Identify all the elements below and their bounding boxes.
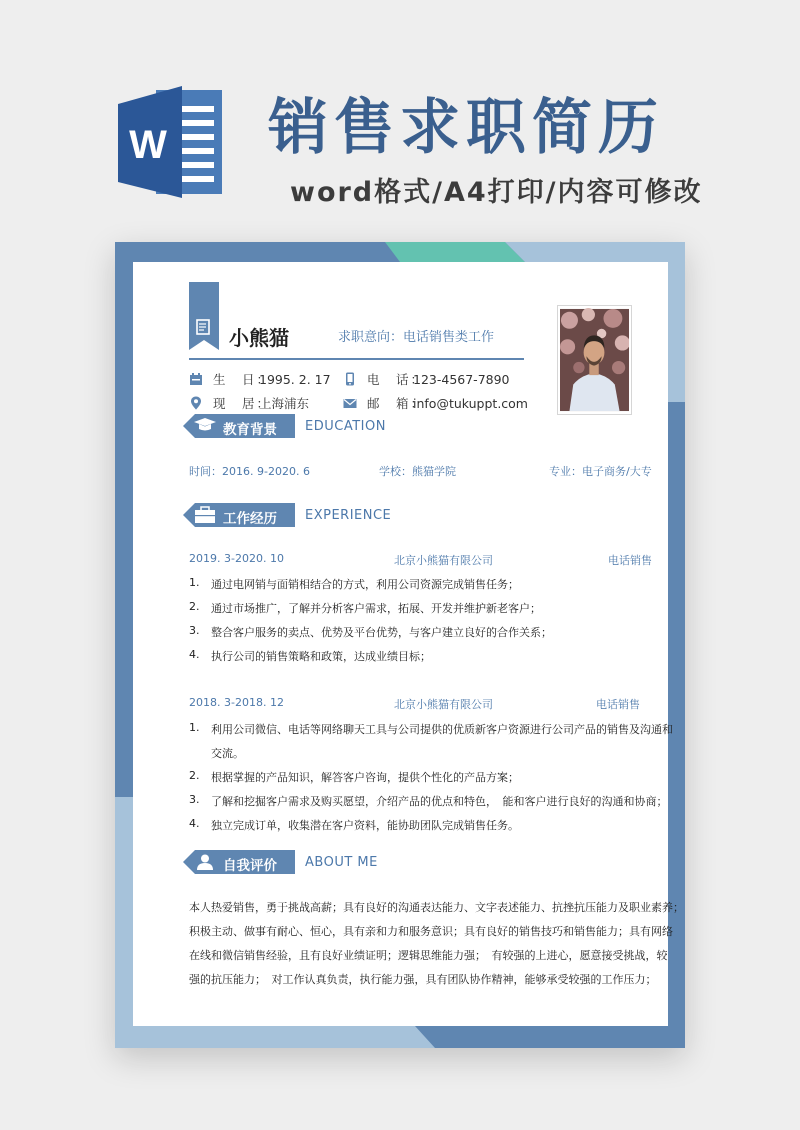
job-item: 利用公司微信、电话等网络聊天工具与公司提供的优质新客户资源进行公司产品的销售及沟通和 [211, 723, 673, 736]
job-item: 根据掌握的产品知识，解答客户咨询，提供个性化的产品方案； [211, 771, 519, 784]
education-school: 学校：熊猫学院 [379, 465, 456, 478]
job-item: 了解和挖掘客户需求及购买愿望，介绍产品的优点和特色， 能和客户进行良好的沟通和协商； [211, 795, 668, 808]
page-title: 销售求职简历 [268, 93, 664, 163]
info-label: 现 居： [213, 396, 272, 411]
info-phone [343, 370, 510, 388]
list-number: 3. [189, 793, 200, 806]
job-item: 通过市场推广，了解并分析客户需求，拓展、开发并维护新老客户； [211, 602, 541, 615]
calendar-icon [189, 372, 203, 386]
word-file-icon [118, 86, 228, 198]
resume-content [133, 262, 684, 1026]
list-number: 4. [189, 817, 200, 830]
list-number: 3. [189, 624, 200, 637]
about-line: 在线和微信销售经验，且有良好业绩证明；逻辑思维能力强； 有较强的上进心，愿意接受挑战，较 [189, 949, 668, 962]
about-line: 本人热爱销售，勇于挑战高薪；具有良好的沟通表达能力、文字表述能力、抗挫抗压能力及职业素养； [189, 901, 684, 914]
experience-title: 工作经历 [223, 511, 277, 527]
list-number: 1. [189, 576, 200, 589]
candidate-name: 小熊猫 [229, 326, 289, 350]
experience-en-title: EXPERIENCE [305, 508, 392, 523]
info-value: 上海浦东 [259, 396, 310, 411]
profile-photo [558, 306, 631, 414]
job-target: 求职意向：电话销售类工作 [338, 330, 495, 345]
info-value: 123-4567-7890 [413, 371, 510, 387]
about-line: 积极主动、做事有耐心、恒心，具有亲和力和服务意识；具有良好的销售技巧和销售能力；具有网络 [189, 925, 673, 938]
location-icon [189, 396, 203, 410]
job-position: 电话销售 [596, 698, 640, 711]
about-en-title: ABOUT ME [305, 855, 378, 870]
education-major: 专业：电子商务/大专 [549, 465, 652, 478]
job-company: 北京小熊猫有限公司 [394, 554, 493, 567]
name-bookmark-tab [189, 282, 219, 350]
mail-icon [343, 396, 357, 410]
job-item: 整合客户服务的卖点、优势及平台优势，与客户建立良好的合作关系； [211, 626, 552, 639]
info-email [343, 394, 528, 412]
list-number: 2. [189, 600, 200, 613]
education-title: 教育背景 [223, 422, 277, 438]
word-icon-letter: W [129, 123, 167, 167]
briefcase-icon [195, 510, 215, 523]
name-divider [189, 358, 524, 360]
about-line: 强的抗压能力； 对工作认真负责，执行能力强，具有团队协作精神，能够承受较强的工作压力； [189, 973, 657, 986]
education-time: 时间：2016. 9-2020. 6 [189, 465, 310, 478]
job-item-continued: 交流。 [211, 747, 244, 760]
info-birthday [189, 370, 331, 388]
info-label: 生 日： [213, 372, 272, 387]
info-value: 1995. 2. 17 [259, 371, 331, 387]
list-number: 1. [189, 721, 200, 734]
person-icon [201, 855, 209, 863]
job-period: 2018. 3-2018. 12 [189, 696, 284, 709]
job-item: 通过电网销与面销相结合的方式，利用公司资源完成销售任务； [211, 578, 519, 591]
info-residence [189, 394, 309, 412]
job-item: 独立完成订单，收集潜在客户资料，能协助团队完成销售任务。 [211, 819, 519, 832]
job-position: 电话销售 [608, 554, 652, 567]
list-number: 4. [189, 648, 200, 661]
job-item: 执行公司的销售策略和政策，达成业绩目标； [211, 650, 431, 663]
page-subtitle: word格式/A4打印/内容可修改 [290, 177, 703, 208]
info-label: 电 话： [367, 372, 426, 387]
about-title: 自我评价 [223, 858, 277, 874]
job-company: 北京小熊猫有限公司 [394, 698, 493, 711]
job-period: 2019. 3-2020. 10 [189, 552, 284, 565]
education-en-title: EDUCATION [305, 419, 386, 434]
resume-sheet [115, 242, 685, 1048]
info-label: 邮 箱： [367, 396, 426, 411]
list-number: 2. [189, 769, 200, 782]
phone-icon [343, 372, 357, 386]
info-value: info@tukuppt.com [413, 395, 528, 411]
